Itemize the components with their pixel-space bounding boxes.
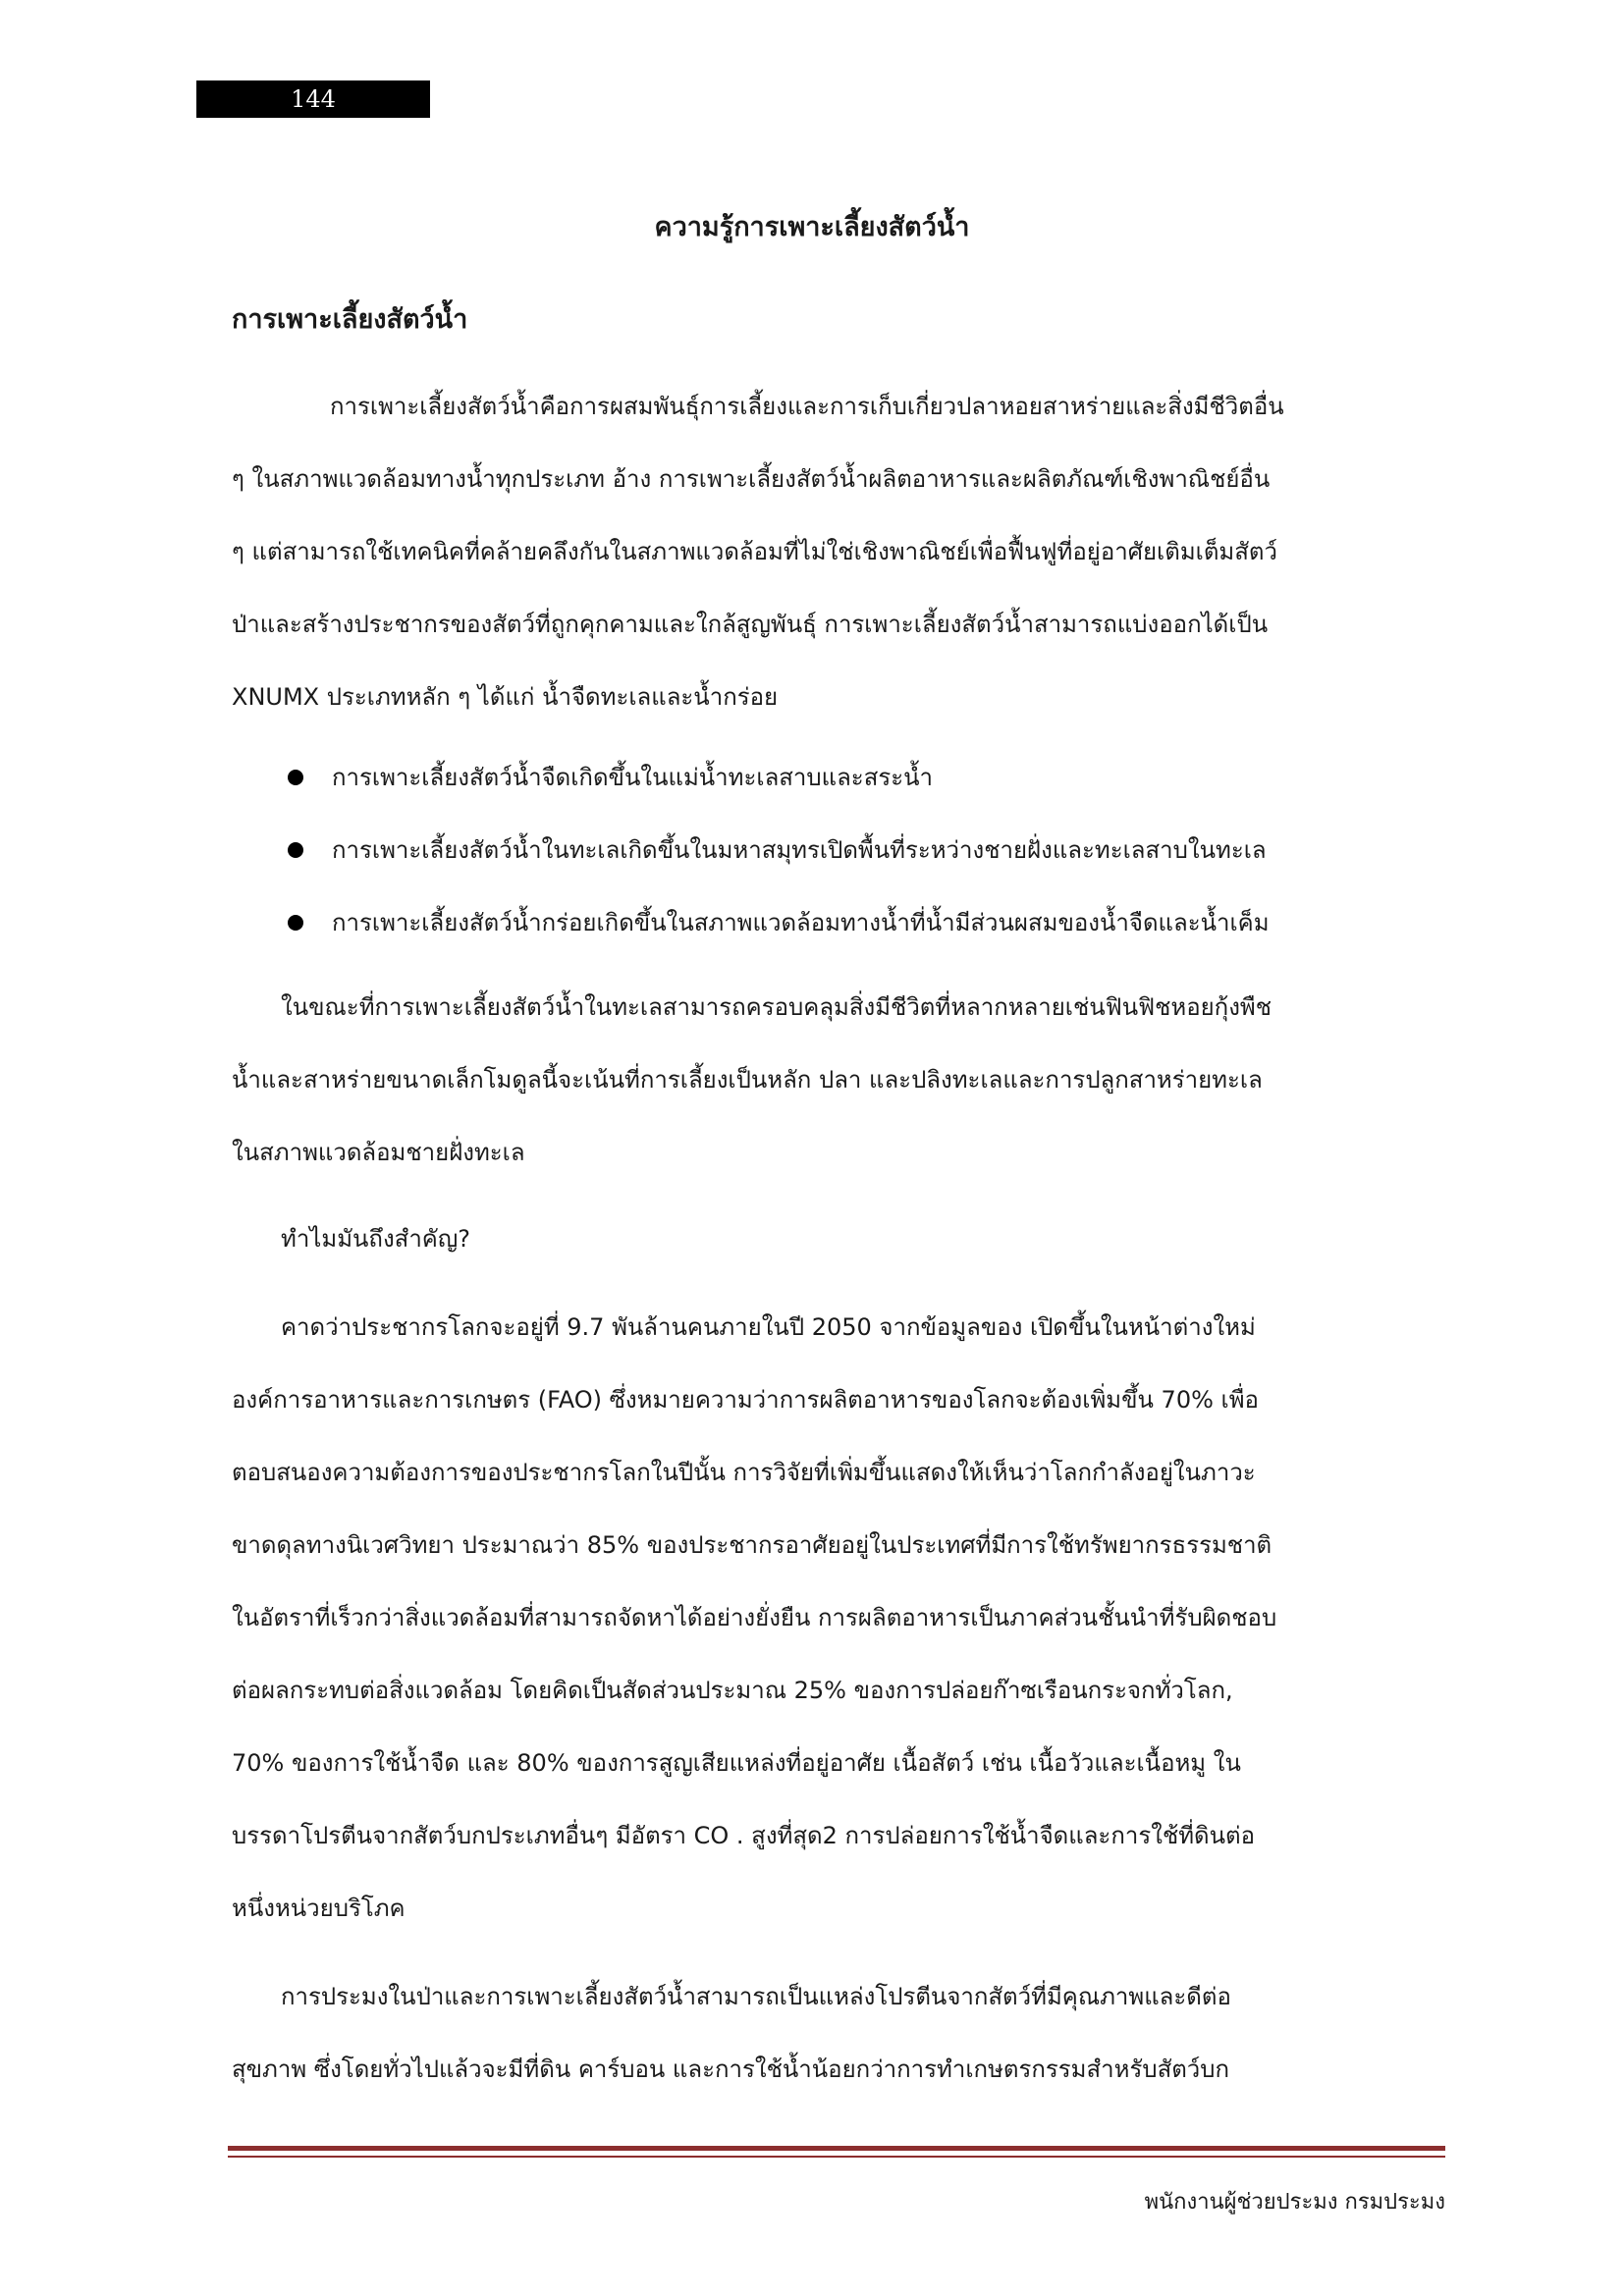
question-line: ทำไมมันถึงสำคัญ?	[281, 1225, 471, 1253]
paragraph-3-line: บรรดาโปรตีนจากสัตว์บกประเภทอื่นๆ มีอัตรา CO . สูงที่สุด2 การปล่อยการใช้น้ำจืดและการใช้ที่ดินต่อ	[232, 1822, 1256, 1849]
paragraph-4-line: สุขภาพ ซึ่งโดยทั่วไปแล้วจะมีที่ดิน คาร์บอน และการใช้น้ำน้อยกว่าการทำเกษตรกรรมสำหรับสัตว์บก	[232, 2056, 1230, 2083]
paragraph-4-line: การประมงในป่าและการเพาะเลี้ยงสัตว์น้ำสามารถเป็นแหล่งโปรตีนจากสัตว์ที่มีคุณภาพและดีต่อ	[281, 1983, 1231, 2010]
paragraph-3-line: 70% ของการใช้น้ำจืด และ 80% ของการสูญเสียแหล่งที่อยู่อาศัย เนื้อสัตว์ เช่น เนื้อวัวและเนื้อหมู ใน	[232, 1749, 1241, 1777]
paragraph-1-line: ๆ ในสภาพแวดล้อมทางน้ำทุกประเภท อ้าง การเพาะเลี้ยงสัตว์น้ำผลิตอาหารและผลิตภัณฑ์เชิงพาณิชย์อื่น	[232, 465, 1271, 493]
body-text	[0, 385, 1624, 2083]
paragraph-3-line: คาดว่าประชากรโลกจะอยู่ที่ 9.7 พันล้านคนภายในปี 2050 จากข้อมูลของ เปิดขึ้นในหน้าต่างใหม่	[281, 1313, 1256, 1341]
paragraph-3-line: ตอบสนองความต้องการของประชากรโลกในปีนั้น การวิจัยที่เพิ่มขึ้นแสดงให้เห็นว่าโลกกำลังอยู่ในภาวะ	[232, 1459, 1256, 1486]
paragraph-3-line: ต่อผลกระทบต่อสิ่งแวดล้อม โดยคิดเป็นสัดส่วนประมาณ 25% ของการปล่อยก๊าซเรือนกระจกทั่วโลก,	[232, 1677, 1233, 1704]
bullet-item: การเพาะเลี้ยงสัตว์น้ำกร่อยเกิดขึ้นในสภาพแวดล้อมทางน้ำที่น้ำมีส่วนผสมของน้ำจืดและน้ำเค็ม	[332, 909, 1270, 936]
paragraph-3-line: องค์การอาหารและการเกษตร (FAO) ซึ่งหมายความว่าการผลิตอาหารของโลกจะต้องเพิ่มขึ้น 70% เพื่อ	[232, 1386, 1259, 1414]
bullet-icon	[288, 842, 303, 858]
paragraph-2-line: ในสภาพแวดล้อมชายฝั่งทะเล	[232, 1139, 525, 1166]
bullet-icon	[288, 770, 303, 785]
paragraph-1-line: ป่าและสร้างประชากรของสัตว์ที่ถูกคุกคามและใกล้สูญพันธุ์ การเพาะเลี้ยงสัตว์น้ำสามารถแบ่งออกได้เป็น	[232, 611, 1269, 638]
paragraph-3-line: ขาดดุลทางนิเวศวิทยา ประมาณว่า 85% ของประชากรอาศัยอยู่ในประเทศที่มีการใช้ทรัพยากรธรรมชาติ	[232, 1531, 1272, 1559]
paragraph-3-line: ในอัตราที่เร็วกว่าสิ่งแวดล้อมที่สามารถจัดหาได้อย่างยั่งยืน การผลิตอาหารเป็นภาคส่วนชั้นนำที่รับผิดชอบ	[232, 1604, 1277, 1631]
paragraph-2-line: ในขณะที่การเพาะเลี้ยงสัตว์น้ำในทะเลสามารถครอบคลุมสิ่งมีชีวิตที่หลากหลายเช่นฟินฟิชหอยกุ้งพืช	[281, 993, 1272, 1021]
footer-caption: พนักงานผู้ช่วยประมง กรมประมง	[1144, 2190, 1445, 2215]
paragraph-1-line: XNUMX ประเภทหลัก ๆ ได้แก่ น้ำจืดทะเลและน้ำกร่อย	[232, 683, 779, 711]
bullet-item: การเพาะเลี้ยงสัตว์น้ำในทะเลเกิดขึ้นในมหาสมุทรเปิดพื้นที่ระหว่างชายฝั่งและทะเลสาบในทะเล	[332, 836, 1267, 864]
bullet-icon	[288, 915, 303, 931]
paragraph-2-line: น้ำและสาหร่ายขนาดเล็กโมดูลนี้จะเน้นที่การเลี้ยงเป็นหลัก ปลา และปลิงทะเลและการปลูกสาหร่ายทะเล	[232, 1066, 1263, 1094]
bullet-item: การเพาะเลี้ยงสัตว์น้ำจืดเกิดขึ้นในแม่น้ำทะเลสาบและสระน้ำ	[332, 764, 934, 791]
section-heading: การเพาะเลี้ยงสัตว์น้ำ	[232, 304, 468, 335]
paragraph-3-line: หนึ่งหน่วยบริโภค	[232, 1895, 406, 1922]
footer-rule-secondary	[228, 2156, 1445, 2158]
footer-rule	[228, 2146, 1445, 2151]
document-title: ความรู้การเพาะเลี้ยงสัตว์น้ำ	[654, 212, 970, 242]
paragraph-1-line: การเพาะเลี้ยงสัตว์น้ำคือการผสมพันธุ์การเลี้ยงและการเก็บเกี่ยวปลาหอยสาหร่ายและสิ่งมีชีวิตอื่น	[330, 393, 1284, 420]
paragraph-1-line: ๆ แต่สามารถใช้เทคนิคที่คล้ายคลึงกันในสภาพแวดล้อมที่ไม่ใช่เชิงพาณิชย์เพื่อฟื้นฟูที่อยู่อาศัยเติมเต็มสัตว์	[232, 538, 1277, 565]
page-number: 144	[196, 80, 430, 118]
